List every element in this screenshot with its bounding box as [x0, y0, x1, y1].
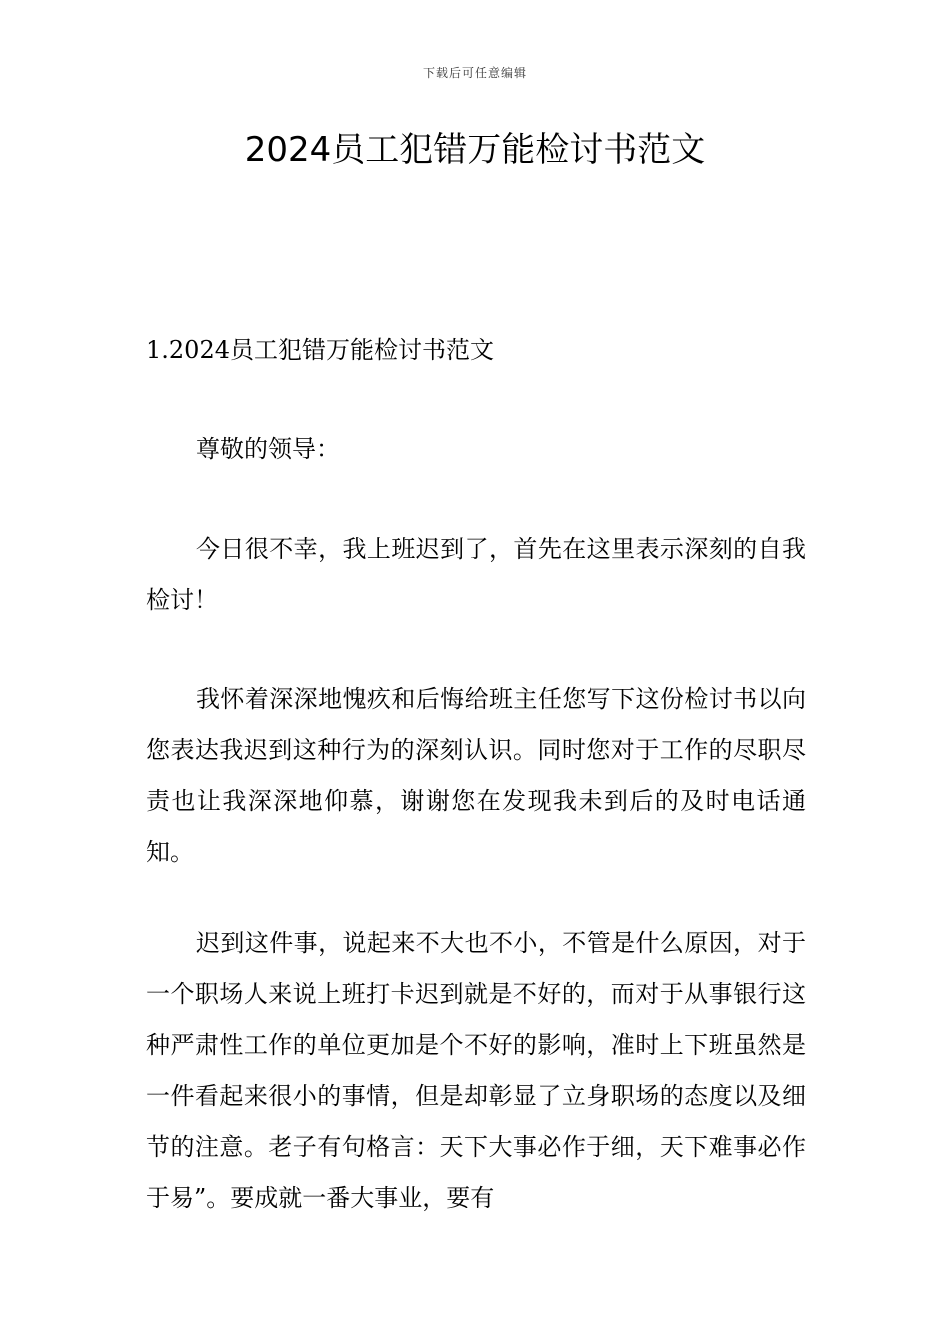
paragraph-1: 今日很不幸，我上班迟到了，首先在这里表示深刻的自我检讨！ — [146, 535, 806, 614]
header-note: 下载后可任意编辑 — [422, 66, 527, 80]
paragraph-2: 我怀着深深地愧疚和后悔给班主任您写下这份检讨书以向您表达我迟到这种行为的深刻认识。同时您对于工作的尽职尽责也让我深深地仰慕，谢谢您在发现我未到后的及时电话通知。 — [146, 685, 806, 866]
paragraph-3: 迟到这件事，说起来不大也不小，不管是什么原因，对于一个职场人来说上班打卡迟到就是不好的，而对于从事银行这种严肃性工作的单位更加是个不好的影响，准时上下班虽然是一件看起来很小的事情，但是却彰显了立身职场的态度以及细节的注意。老子有句格言：天下大事必作于细，天下难事必作于易”。要成就一番大事业，要有 — [146, 929, 806, 1212]
salutation: 尊敬的领导： — [196, 435, 340, 463]
section-heading: 1.2024员工犯错万能检讨书范文 — [146, 336, 494, 364]
document-title: 2024员工犯错万能检讨书范文 — [244, 130, 706, 170]
